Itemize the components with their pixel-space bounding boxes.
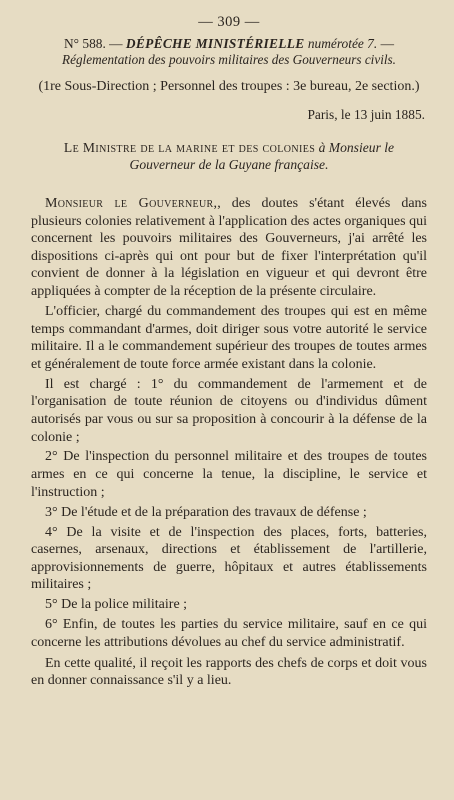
paragraph-9: En cette qualité, il reçoit les rapports des chefs de corps et doit vous en donner connaissance s'il y a lieu. — [31, 655, 427, 689]
paragraph-3: Il est chargé : 1° du commandement de l'armement et de l'organisation de toute réunion de citoyens ou d'individus dûment autorisés par vous ou sur sa proposition à concourir à la défense de la colonie ; — [31, 376, 427, 445]
paragraph-6: 4° De la visite et de l'inspection des places, forts, batteries, casernes, arsenaux, directions et établissement de l'artillerie, approvisionnements de guerre, hôpitaux et autres établissements militaires ; — [31, 524, 427, 593]
dateline: Paris, le 13 juin 1885. — [307, 107, 425, 122]
paragraph-4: 2° De l'inspection du personnel militaire et des troupes de toutes armes en ce qui concerne la tenue, la discipline, le service et l'instruction ; — [31, 449, 427, 500]
paragraph-8: 6° Enfin, de toutes les parties du service militaire, sauf en ce qui concerne les attributions dévolues au chef du service administratif. — [31, 617, 427, 650]
address-line — [31, 139, 427, 173]
letter-body — [31, 195, 427, 690]
paragraph-1 — [31, 195, 427, 301]
paragraph-2: L'officier, chargé du commandement des troupes qui est en même temps commandant d'armes, doit diriger sous votre autorité le service militaire. Il a le commandement supérieur des troupes de toutes armes et généralement de toute force armée existant dans la colonie. — [31, 303, 427, 372]
direction-note: (1re Sous-Direction ; Personnel des troupes : 3e bureau, 2e section.) — [38, 79, 420, 94]
sender: Le Ministre de la marine et des colonies — [63, 140, 316, 155]
paragraph-1-text: , des doutes s'étant élevés dans plusieurs colonies relativement à l'application des actes organiques qui concernent les pouvoirs militaires des Gouverneurs, j'ai arrêté les dispositions ci-après qui ont pour but de fixer l'interprétation qu'il convient de donner à la législation en vigueur et qui devront être appliquées à compter de la réception de la présente circulaire. — [31, 196, 427, 299]
dispatch-numbered: numérotée 7. — [304, 36, 378, 51]
address-prep: à — [315, 140, 329, 155]
dispatch-type: DÉPÊCHE MINISTÉRIELLE — [125, 36, 305, 51]
page-number: — 309 — — [198, 14, 260, 30]
dispatch-heading — [31, 35, 427, 52]
dispatch-subject: Réglementation des pouvoirs militaires des Gouverneurs civils. — [62, 52, 396, 67]
heading-dash: — — [105, 36, 126, 51]
recipient: Monsieur le Gouverneur de la Guyane française. — [129, 140, 395, 172]
heading-dash-end: — — [377, 36, 394, 51]
paragraph-5: 3° De l'étude et de la préparation des travaux de défense ; — [45, 504, 367, 520]
dispatch-number: N° 588. — [64, 36, 106, 51]
paragraph-7: 5° De la police militaire ; — [45, 597, 188, 613]
salutation: Monsieur le Gouverneur, — [45, 196, 218, 211]
